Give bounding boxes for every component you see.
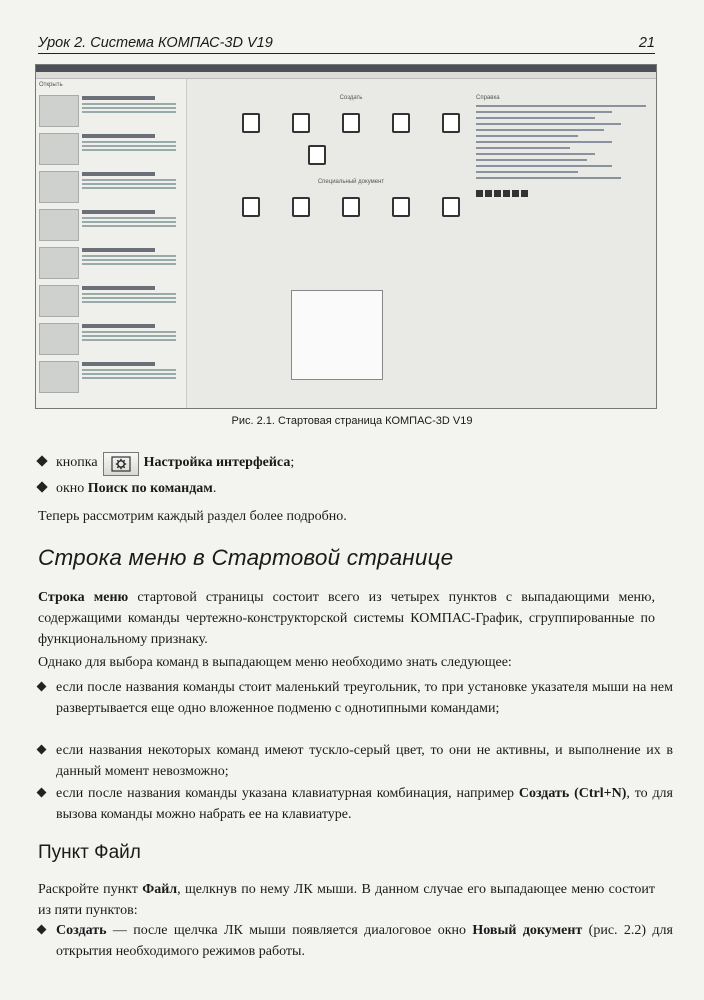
paragraph: Однако для выбора команд в выпадающем меню необходимо знать следующее: — [38, 655, 512, 670]
special-document-icons — [226, 197, 476, 217]
paragraph: Раскройте пункт Файл, щелкнув по нему ЛК мыши. В данном случае его выпадающее меню состоит из пяти пунктов: — [38, 882, 655, 918]
figure-command-search-window — [291, 290, 383, 380]
figure-recent-files-panel — [36, 79, 187, 408]
social-icons — [476, 184, 646, 202]
section-heading: Строка меню в Стартовой странице — [38, 545, 454, 570]
recent-file-item — [36, 207, 186, 243]
document-icon — [392, 197, 410, 217]
figure-help-label: Справка — [476, 95, 500, 101]
document-icon — [442, 197, 460, 217]
document-icon — [242, 113, 260, 133]
subsection-heading: Пункт Файл — [38, 842, 141, 863]
bullet-icon — [37, 745, 47, 755]
list-item: окно Поиск по командам. — [38, 481, 216, 497]
list-item: если названия некоторых команд имеют тускло-серый цвет, то они не активны, и выполнение их в данный момент невозможно; — [38, 740, 673, 782]
bullet-icon — [36, 455, 47, 466]
screenshot-figure — [35, 64, 657, 409]
recent-file-item — [36, 131, 186, 167]
running-title: Урок 2. Система КОМПАС-3D V19 — [38, 35, 273, 51]
figure-create-panel — [226, 95, 476, 295]
figure-caption: Рис. 2.1. Стартовая страница КОМПАС-3D V19 — [231, 415, 473, 427]
paragraph: Строка меню стартовой страницы состоит всего из четырех пунктов с выпадающими меню, содержащими команды чертежно-конструкторской системы КОМПАС-График, сгруппированные по функциональному признаку. — [38, 590, 655, 647]
recent-file-item — [36, 245, 186, 281]
bullet-icon — [37, 925, 47, 935]
document-icon — [308, 145, 326, 165]
figure-open-label: Открыть — [39, 82, 63, 88]
document-icon — [292, 113, 310, 133]
document-icon — [342, 113, 360, 133]
document-type-icons — [226, 145, 476, 165]
figure-help-panel — [476, 95, 646, 202]
list-item: если после названия команды стоит маленький треугольник, то при установке указателя мыши на нем развертывается еще одно вложенное подменю с однотипными командами; — [38, 677, 673, 719]
document-icon — [442, 113, 460, 133]
document-icon — [392, 113, 410, 133]
gear-icon — [111, 456, 131, 472]
figure-titlebar — [36, 65, 656, 72]
figure-menubar — [36, 72, 656, 79]
document-type-icons — [226, 113, 476, 133]
document-icon — [342, 197, 360, 217]
page-header — [38, 31, 655, 54]
document-icon — [242, 197, 260, 217]
bullet-icon — [36, 481, 47, 492]
list-item: Создать — после щелчка ЛК мыши появляется диалоговое окно Новый документ (рис. 2.2) для открытия необходимого режимов работы. — [38, 920, 673, 962]
intro-paragraph: Теперь рассмотрим каждый раздел более подробно. — [38, 509, 347, 524]
figure-create-label: Создать — [339, 95, 363, 101]
figure-special-label: Специальный документ — [317, 179, 385, 185]
bullet-icon — [37, 788, 47, 798]
list-item: если после названия команды указана клавиатурная комбинация, например Создать (Ctrl+N), то для вызова команды можно набрать ее на клавиатуре. — [38, 783, 673, 825]
recent-file-item — [36, 93, 186, 129]
list-item: кнопка Настройка интерфейса; — [38, 452, 294, 476]
settings-button-image — [103, 452, 139, 476]
page-number: 21 — [638, 35, 655, 51]
bullet-icon — [37, 682, 47, 692]
recent-file-item — [36, 283, 186, 319]
document-icon — [292, 197, 310, 217]
recent-file-item — [36, 359, 186, 395]
recent-file-item — [36, 169, 186, 205]
recent-file-item — [36, 321, 186, 357]
